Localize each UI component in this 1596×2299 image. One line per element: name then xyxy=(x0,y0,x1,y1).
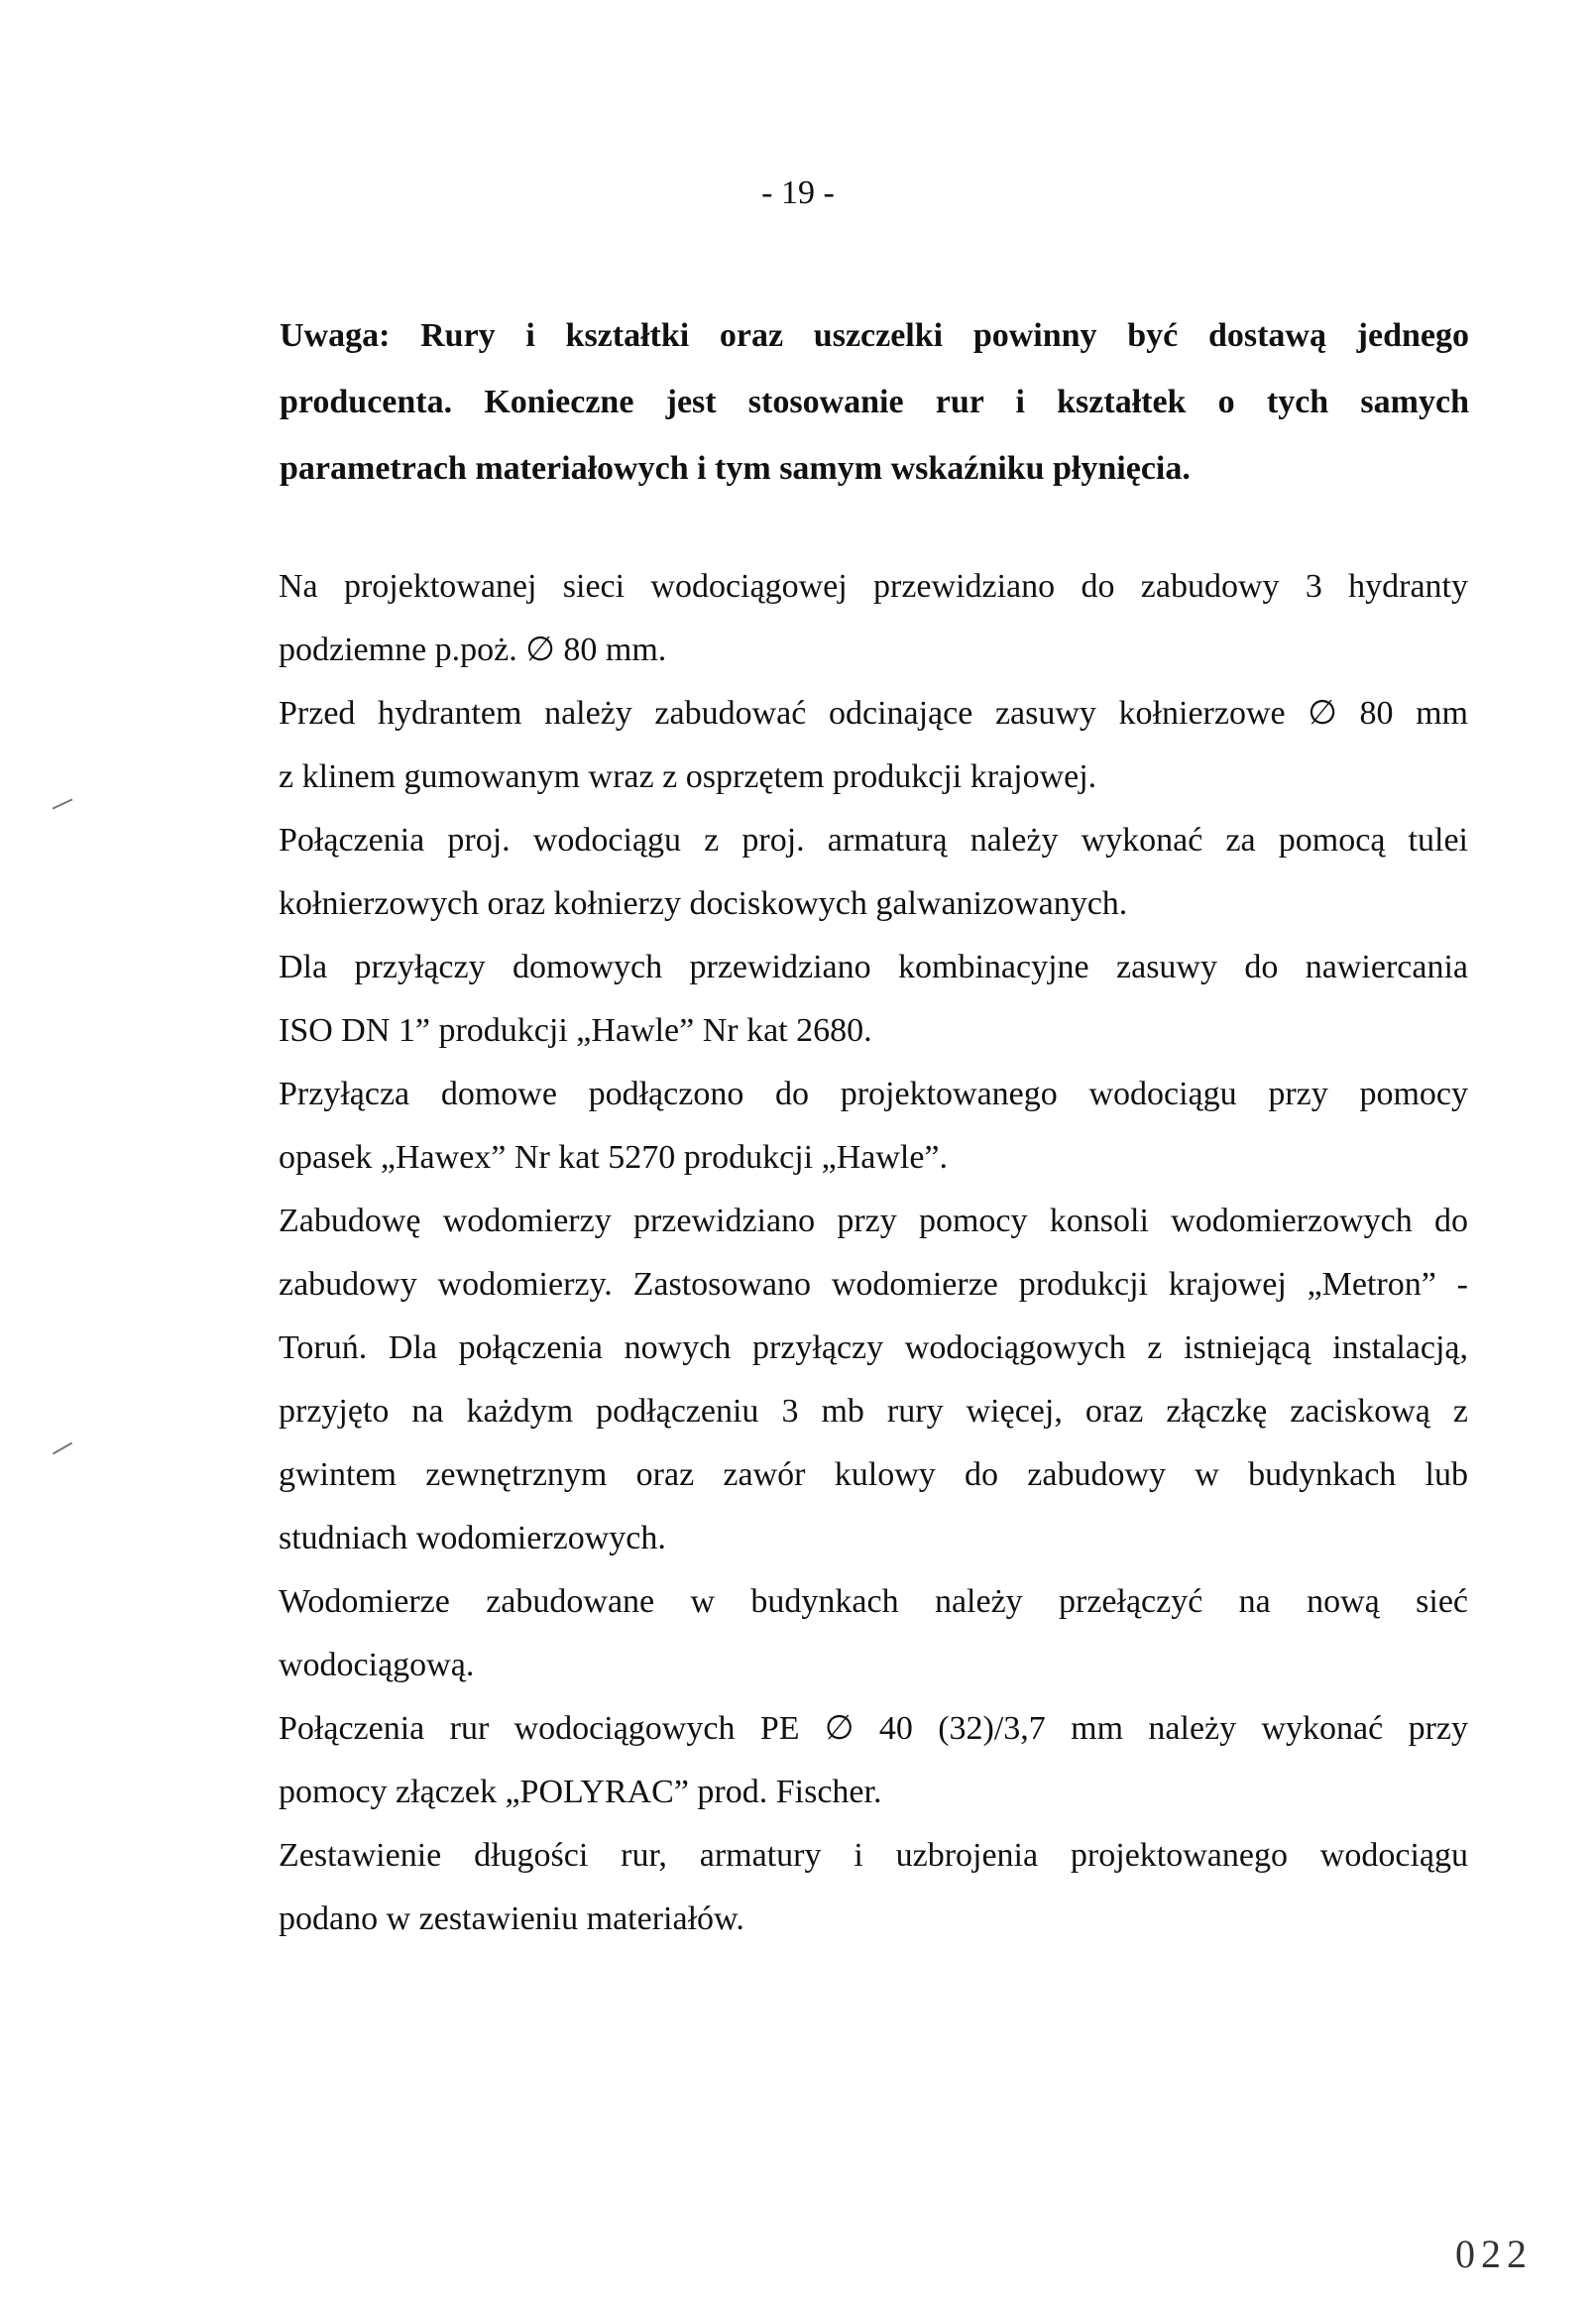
text-line: Toruń. Dla połączenia nowych przyłączy wodociągowych z istniejącą instalacją, xyxy=(279,1329,1468,1366)
scan-mark xyxy=(53,798,73,809)
text-line: Przed hydrantem należy zabudować odcinające zasuwy kołnierzowe ∅ 80 mm xyxy=(279,695,1468,732)
text-line: studniach wodomierzowych. xyxy=(279,1520,666,1556)
note-line: parametrach materiałowych i tym samym wskaźniku płynięcia. xyxy=(280,450,1191,487)
paragraph-water-meters xyxy=(279,1190,1468,1570)
text-line: Zabudowę wodomierzy przewidziano przy pomocy konsoli wodomierzowych do xyxy=(279,1203,1468,1239)
text-line: ISO DN 1” produkcji „Hawle” Nr kat 2680. xyxy=(279,1012,872,1049)
text-line: pomocy złączek „POLYRAC” prod. Fischer. xyxy=(279,1774,882,1810)
text-line: Na projektowanej sieci wodociągowej przewidziano do zabudowy 3 hydranty xyxy=(279,568,1468,605)
note-block xyxy=(280,302,1469,502)
paragraph-connections xyxy=(279,809,1468,936)
body-text xyxy=(279,555,1468,1951)
paragraph-valves xyxy=(279,682,1468,809)
paragraph-pe-pipes xyxy=(279,1697,1468,1824)
text-line: z klinem gumowanym wraz z osprzętem produkcji krajowej. xyxy=(279,758,1097,795)
paragraph-house-connections xyxy=(279,936,1468,1063)
paragraph-hydrants xyxy=(279,555,1468,682)
text-line: gwintem zewnętrznym oraz zawór kulowy do zabudowy w budynkach lub xyxy=(279,1456,1468,1493)
text-line: Zestawienie długości rur, armatury i uzbrojenia projektowanego wodociągu xyxy=(279,1837,1468,1874)
text-line: wodociągową. xyxy=(279,1647,475,1683)
note-line: Uwaga: Rury i kształtki oraz uszczelki powinny być dostawą jednego xyxy=(280,317,1469,354)
text-line: Wodomierze zabudowane w budynkach należy przełączyć na nową sieć xyxy=(279,1583,1468,1620)
page-number: - 19 - xyxy=(761,174,835,211)
text-line: Połączenia rur wodociągowych PE ∅ 40 (32)/3,7 mm należy wykonać przy xyxy=(279,1710,1468,1747)
paragraph-summary xyxy=(279,1824,1468,1951)
text-line: podziemne p.poż. ∅ 80 mm. xyxy=(279,632,667,668)
paragraph-saddles xyxy=(279,1063,1468,1190)
text-line: Połączenia proj. wodociągu z proj. armaturą należy wykonać za pomocą tulei xyxy=(279,822,1468,859)
text-line: podano w zestawieniu materiałów. xyxy=(279,1900,744,1937)
text-line: Przyłącza domowe podłączono do projektowanego wodociągu przy pomocy xyxy=(279,1076,1468,1112)
paragraph-meter-switch xyxy=(279,1570,1468,1697)
scan-mark xyxy=(53,1442,72,1455)
text-line: zabudowy wodomierzy. Zastosowano wodomierze produkcji krajowej „Metron” - xyxy=(279,1266,1468,1303)
text-line: opasek „Hawex” Nr kat 5270 produkcji „Hawle”. xyxy=(279,1139,949,1176)
page-stamp-number: 022 xyxy=(1455,2232,1533,2276)
text-line: przyjęto na każdym podłączeniu 3 mb rury więcej, oraz złączkę zaciskową z xyxy=(279,1393,1468,1430)
note-line: producenta. Konieczne jest stosowanie rur i kształtek o tych samych xyxy=(280,384,1469,420)
text-line: kołnierzowych oraz kołnierzy dociskowych galwanizowanych. xyxy=(279,885,1128,922)
text-line: Dla przyłączy domowych przewidziano kombinacyjne zasuwy do nawiercania xyxy=(279,949,1468,985)
